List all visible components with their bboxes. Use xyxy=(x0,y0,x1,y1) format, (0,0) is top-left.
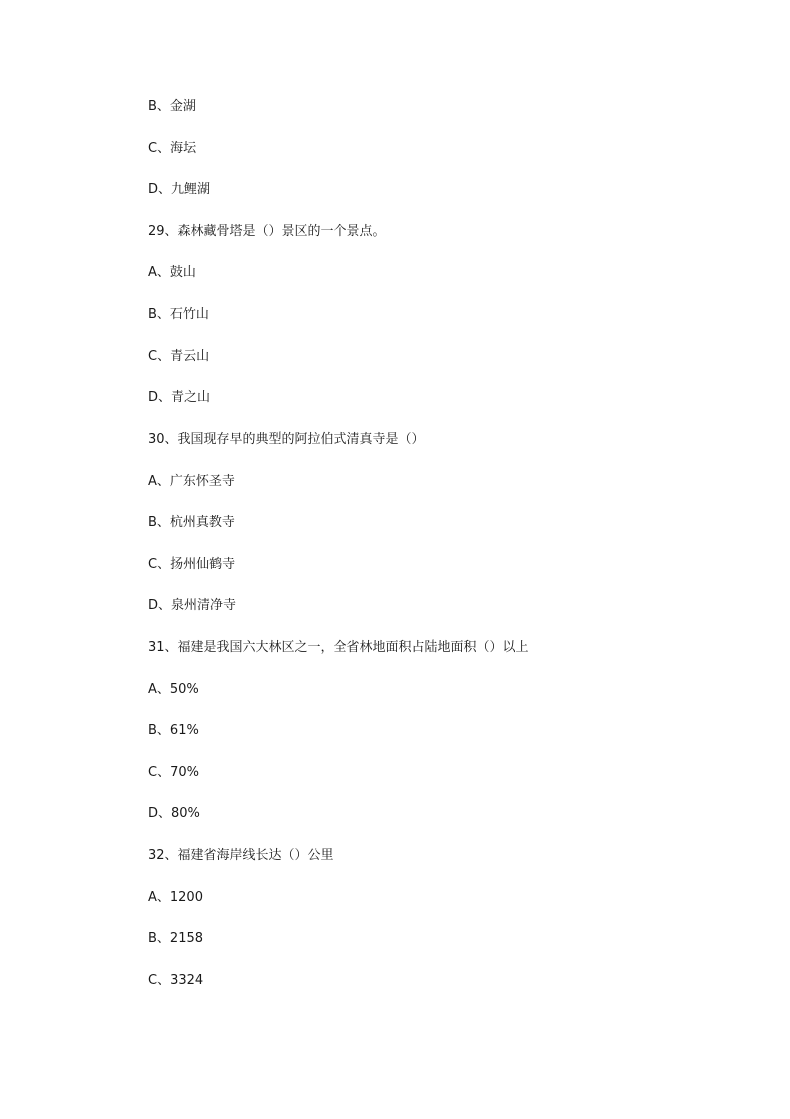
question-29: 29、森林藏骨塔是（）景区的一个景点。 xyxy=(148,224,386,239)
q32-option-b: B、2158 xyxy=(148,931,204,946)
q32-option-a: A、1200 xyxy=(148,890,203,905)
q30-option-c: C、扬州仙鹤寺 xyxy=(148,557,236,572)
question-32: 32、福建省海岸线长达（）公里 xyxy=(148,848,334,863)
q29-option-a: A、鼓山 xyxy=(148,265,196,280)
q29-option-d: D、青之山 xyxy=(148,390,211,405)
q30-option-b: B、杭州真教寺 xyxy=(148,515,235,530)
q29-option-c: C、青云山 xyxy=(148,349,210,364)
question-30: 30、我国现存早的典型的阿拉伯式清真寺是（） xyxy=(148,432,425,447)
option-b-jinhu: B、金湖 xyxy=(148,99,196,114)
option-c-haitan: C、海坛 xyxy=(148,141,197,156)
q29-option-b: B、石竹山 xyxy=(148,307,209,322)
q31-option-a: A、50% xyxy=(148,682,199,697)
question-31: 31、福建是我国六大林区之一，全省林地面积占陆地面积（）以上 xyxy=(148,640,529,655)
option-d-jiulihu: D、九鲤湖 xyxy=(148,182,211,197)
q31-option-b: B、61% xyxy=(148,723,199,738)
q32-option-c: C、3324 xyxy=(148,973,204,988)
q30-option-d: D、泉州清净寺 xyxy=(148,598,237,613)
q30-option-a: A、广东怀圣寺 xyxy=(148,474,235,489)
q31-option-d: D、80% xyxy=(148,806,200,821)
q31-option-c: C、70% xyxy=(148,765,199,780)
